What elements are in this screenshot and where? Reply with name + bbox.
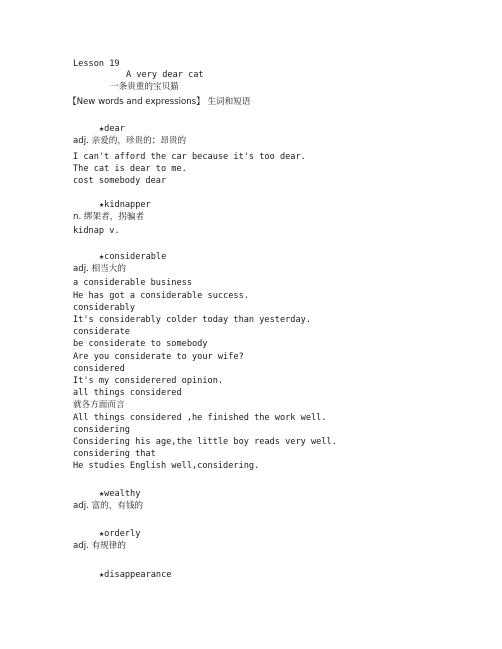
example-line: considerably: [73, 303, 136, 313]
definition-dear: adj. 亲爱的，珍贵的；昂贵的: [73, 136, 187, 146]
example-line: 就各方面而言: [73, 400, 125, 410]
example-line: He has got a considerable success.: [73, 291, 249, 301]
definition-considerable: adj. 相当大的: [73, 264, 126, 274]
word-kidnapper: ★kidnapper: [99, 200, 151, 210]
example-line: He studies English well,considering.: [73, 461, 260, 471]
lesson-title-cn: 一条贵重的宝贝猫: [110, 82, 179, 92]
example-line: considered: [73, 364, 125, 374]
example-line: considerate: [73, 327, 130, 337]
example-line: Are you considerate to your wife?: [73, 352, 244, 362]
definition-wealthy: adj. 富的，有钱的: [73, 501, 144, 511]
lesson-number: Lesson 19: [73, 59, 120, 69]
example-line: The cat is dear to me.: [73, 164, 187, 174]
example-line: It's considerably colder today than yesterday.: [73, 315, 311, 325]
example-line: It's my considerered opinion.: [73, 376, 224, 386]
example-line: Considering his age,the little boy reads very well.: [73, 437, 337, 447]
example-line: considering that: [73, 449, 156, 459]
example-line: All things considered ,he finished the work well.: [73, 413, 327, 423]
example-line: a considerable business: [73, 278, 192, 288]
example-line: cost somebody dear: [73, 176, 167, 186]
section-header: 【New words and expressions】 生词和短语: [68, 97, 251, 107]
definition-kidnapper: n. 绑架者，拐骗者: [73, 212, 145, 222]
definition-orderly: adj. 有规律的: [73, 541, 126, 551]
example-line: all things considered: [73, 388, 182, 398]
example-line: I can't afford the car because it's too dear.: [73, 152, 306, 162]
lesson-title-en: A very dear cat: [126, 70, 204, 80]
word-wealthy: ★wealthy: [99, 489, 141, 499]
word-orderly: ★orderly: [99, 529, 141, 539]
example-line: be considerate to somebody: [73, 339, 208, 349]
word-disappearance: ★disappearance: [99, 570, 172, 580]
word-considerable: ★considerable: [99, 252, 167, 262]
word-dear: ★dear: [99, 124, 125, 134]
example-line: kidnap v.: [73, 226, 120, 236]
example-line: considering: [73, 425, 130, 435]
